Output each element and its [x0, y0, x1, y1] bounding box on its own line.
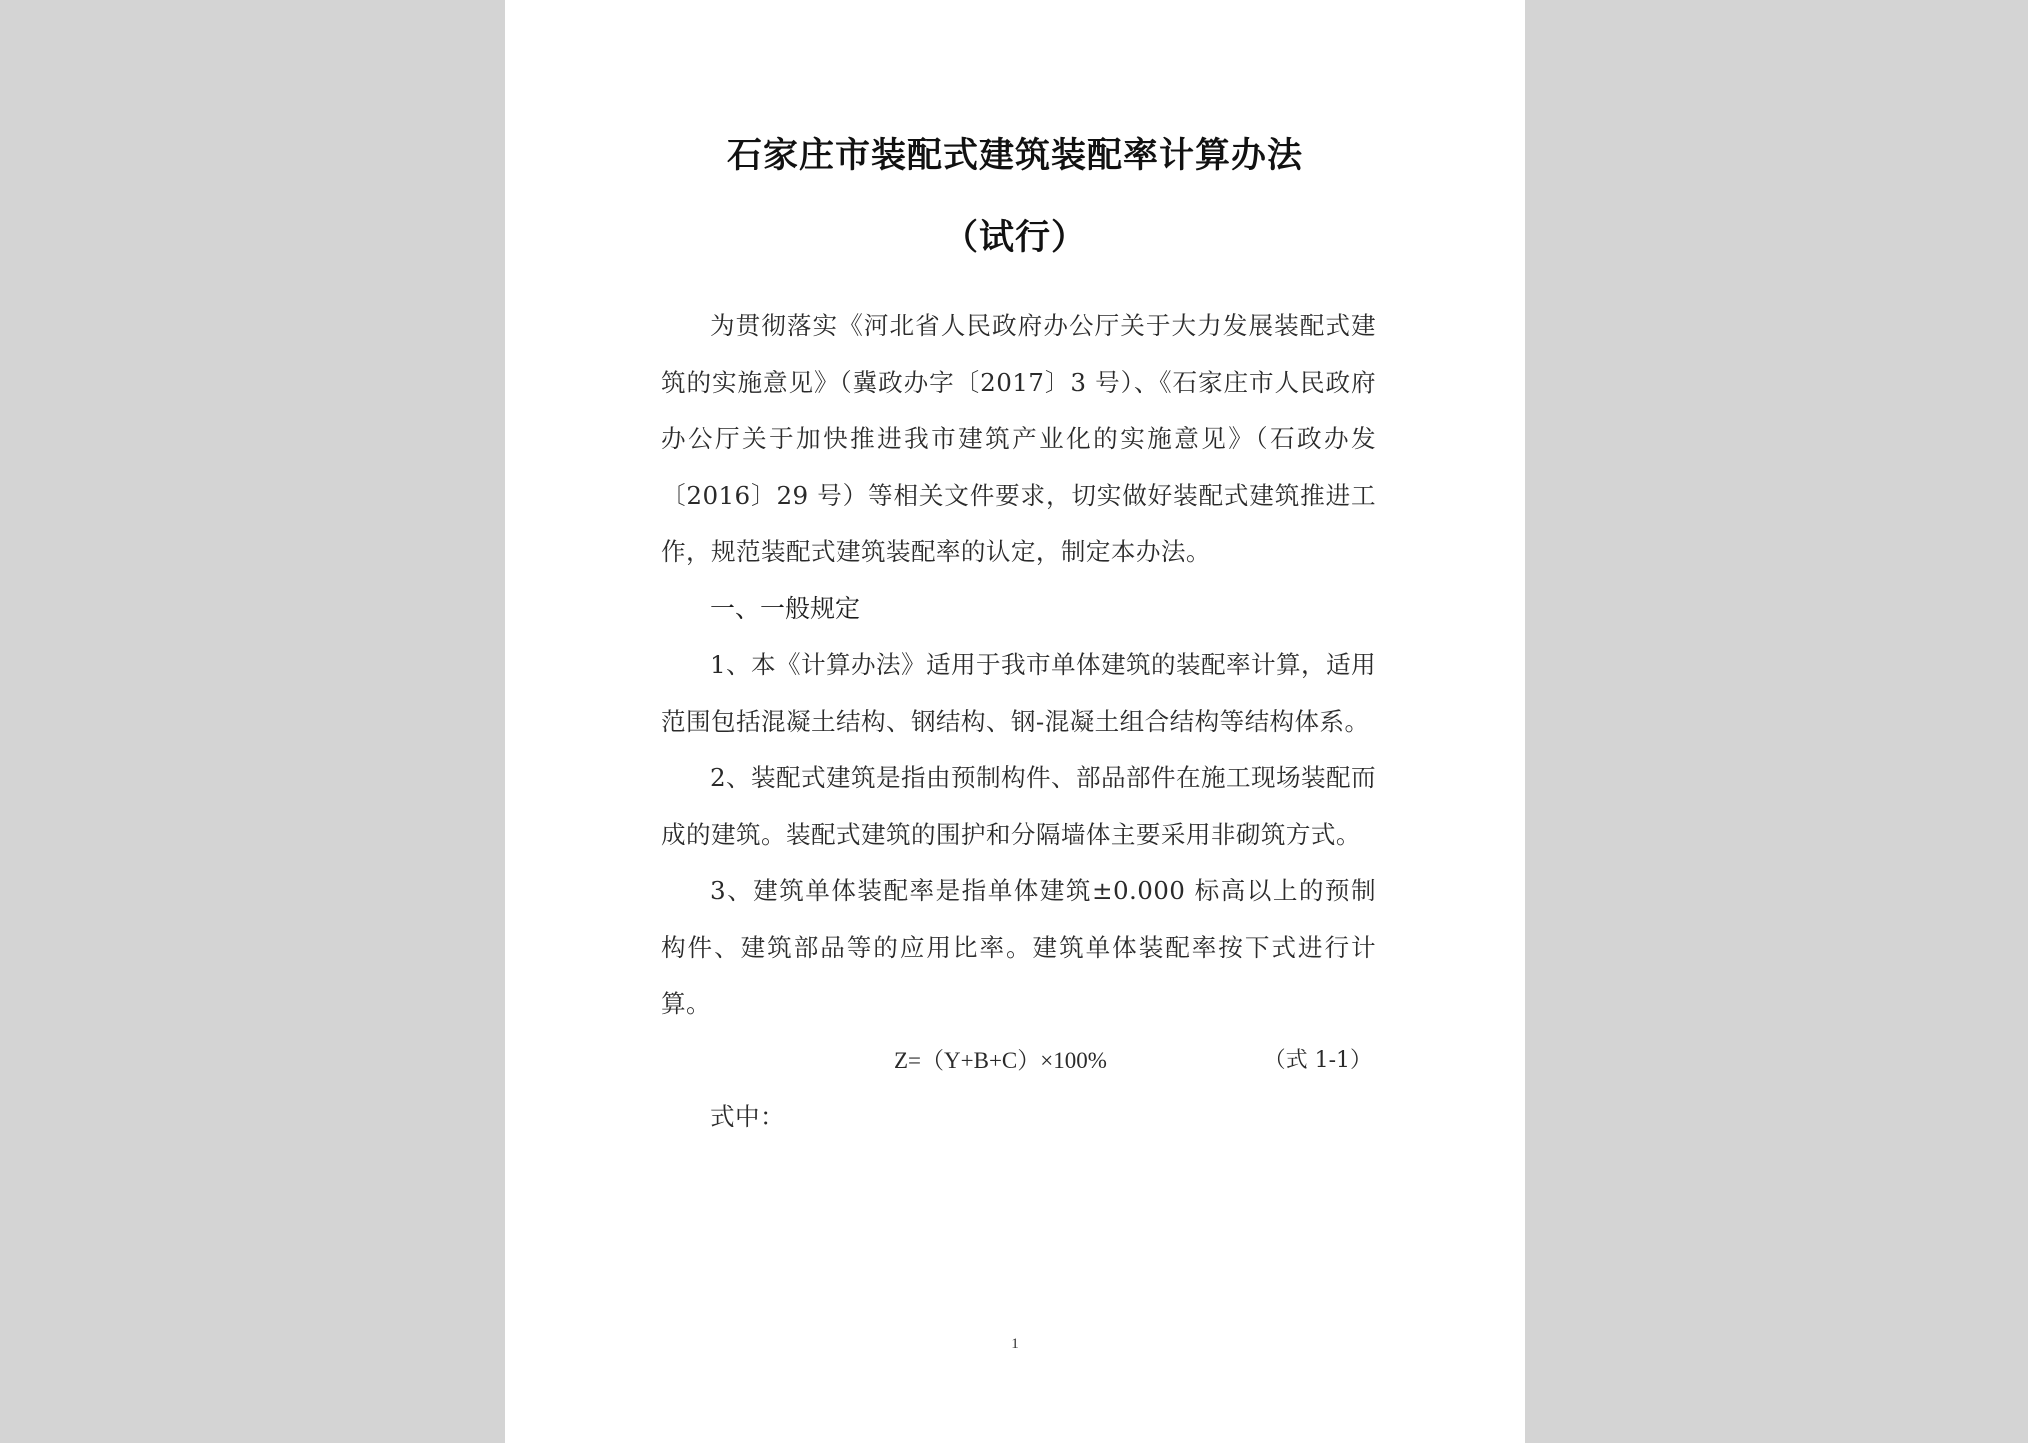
- document-page: [505, 0, 1525, 1443]
- intro-paragraph: 为贯彻落实《河北省人民政府办公厅关于大力发展装配式建筑的实施意见》（冀政办字〔2017〕3 号）、《石家庄市人民政府办公厅关于加快推进我市建筑产业化的实施意见》（石政办发〔2016〕29 号）等相关文件要求，切实做好装配式建筑推进工作，规范装配式建筑装配率的认定，制定本办法。: [661, 311, 1376, 566]
- document-subtitle: （试行）: [942, 218, 1087, 258]
- page-number: 1: [1011, 1336, 1019, 1352]
- where-label: 式中：: [710, 1102, 785, 1131]
- formula: Z=（Y+B+C）×100%: [894, 1047, 1107, 1073]
- clause-2: 2、装配式建筑是指由预制构件、部品部件在施工现场装配而成的建筑。装配式建筑的围护和分隔墙体主要采用非砌筑方式。: [661, 763, 1376, 849]
- clause-3: 3、建筑单体装配率是指单体建筑±0.000 标高以上的预制构件、建筑部品等的应用比率。建筑单体装配率按下式进行计算。: [661, 876, 1376, 1018]
- document-title: 石家庄市装配式建筑装配率计算办法: [726, 136, 1303, 176]
- section-heading: 一、一般规定: [710, 593, 861, 623]
- clause-1: 1、本《计算办法》适用于我市单体建筑的装配率计算，适用范围包括混凝土结构、钢结构、钢-混凝土组合结构等结构体系。: [661, 650, 1376, 736]
- formula-row: [661, 1033, 1376, 1090]
- formula-tag: （式 1-1）: [1263, 1047, 1372, 1073]
- document-body: [661, 298, 1376, 1146]
